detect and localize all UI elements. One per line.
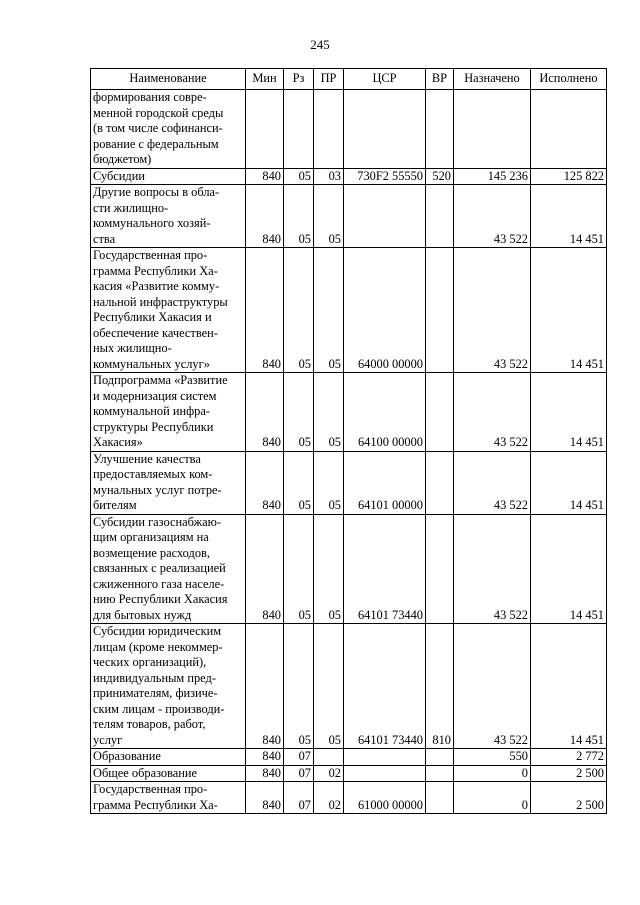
cell-name [91,514,246,624]
column-header-csr: ЦСР [344,69,426,90]
cell-csr [344,185,426,248]
cell-min [246,90,284,169]
cell-executed [531,90,607,169]
cell-min: 840 [246,514,284,624]
cell-assigned: 145 236 [454,168,531,185]
cell-name-line: рование с федеральным [93,136,219,151]
cell-csr [344,749,426,766]
cell-name-line: Другие вопросы в обла- [93,185,220,199]
cell-name-line: и модернизация систем [93,388,217,403]
cell-name-line: лицам (кроме некоммер- [93,639,223,654]
cell-name-line: телям товаров, работ, [93,717,206,731]
table-row [91,624,607,749]
cell-name [91,185,246,248]
cell-assigned [454,90,531,169]
cell-vr [426,373,454,452]
cell-name-line: бителям [93,498,137,512]
cell-executed: 14 451 [531,624,607,749]
cell-pr: 05 [314,624,344,749]
cell-name-line: связанных с реализацией [93,561,226,575]
cell-pr [314,749,344,766]
cell-name-line: коммунального хозяй- [93,216,211,230]
column-header-vr: ВР [426,69,454,90]
cell-rz [284,90,314,169]
cell-executed: 14 451 [531,514,607,624]
cell-name [91,624,246,749]
cell-name-line: касия «Развитие комму- [93,279,220,293]
cell-name-line: Субсидии юридическим [93,624,222,638]
table-row [91,90,607,169]
cell-pr: 05 [314,451,344,514]
cell-name-line: для бытовых нужд [93,607,192,622]
cell-name-line: щим организациям на [93,530,209,544]
cell-name-line: формирования совре- [93,90,207,104]
cell-csr: 64101 73440 [344,624,426,749]
cell-min: 840 [246,624,284,749]
cell-name-line: (в том числе софинанси- [93,121,223,135]
cell-name-line: ства [93,231,116,246]
cell-name [91,451,246,514]
cell-name-line: услуг [93,732,123,747]
cell-name [91,749,246,766]
cell-pr: 05 [314,514,344,624]
cell-name-line: Хакасия» [93,435,143,449]
cell-min: 840 [246,168,284,185]
cell-vr: 810 [426,624,454,749]
cell-assigned: 43 522 [454,451,531,514]
cell-rz: 05 [284,624,314,749]
cell-executed: 125 822 [531,168,607,185]
cell-assigned: 0 [454,782,531,814]
column-header-executed: Исполнено [531,69,607,90]
cell-pr: 05 [314,185,344,248]
cell-pr: 02 [314,765,344,782]
cell-min: 840 [246,765,284,782]
cell-rz: 05 [284,168,314,185]
cell-vr [426,90,454,169]
cell-assigned: 43 522 [454,373,531,452]
cell-assigned: 0 [454,765,531,782]
cell-vr [426,749,454,766]
cell-name-line: коммунальных услуг» [93,356,210,371]
cell-pr: 02 [314,782,344,814]
table-row [91,749,607,766]
cell-name-line: коммунальной инфра- [93,404,210,418]
cell-rz: 05 [284,373,314,452]
cell-rz: 05 [284,185,314,248]
column-header-assigned: Назначено [454,69,531,90]
cell-vr [426,782,454,814]
cell-csr: 64101 00000 [344,451,426,514]
cell-min: 840 [246,248,284,373]
cell-csr: 64100 00000 [344,373,426,452]
cell-rz: 07 [284,765,314,782]
cell-assigned: 43 522 [454,185,531,248]
table-row [91,248,607,373]
column-header-min: Мин [246,69,284,90]
cell-name-line: Подпрограмма «Развитие [93,373,228,387]
cell-name-line: структуры Республики [93,419,214,434]
cell-name-line: ским лицам - производи- [93,701,225,716]
cell-name-line: принимателям, физиче- [93,686,218,700]
cell-name-line: Образование [93,749,161,763]
table-row [91,782,607,814]
cell-executed: 14 451 [531,185,607,248]
cell-name-line: индивидуальным пред- [93,670,216,685]
cell-vr [426,765,454,782]
cell-name-line: бюджетом) [93,152,152,166]
cell-csr: 61000 00000 [344,782,426,814]
cell-csr: 64000 00000 [344,248,426,373]
cell-rz: 05 [284,248,314,373]
cell-pr: 05 [314,248,344,373]
cell-name-line: ных жилищно- [93,341,172,355]
cell-csr [344,765,426,782]
cell-vr: 520 [426,168,454,185]
cell-assigned: 43 522 [454,514,531,624]
cell-min: 840 [246,373,284,452]
cell-executed: 2 500 [531,782,607,814]
cell-assigned: 43 522 [454,248,531,373]
cell-name-line: грамма Республики Ха- [93,263,218,278]
cell-name-line: мунальных услуг потре- [93,482,222,497]
cell-name [91,782,246,814]
cell-executed: 14 451 [531,451,607,514]
cell-executed: 14 451 [531,248,607,373]
cell-name-line: возмещение расходов, [93,545,210,560]
column-header-pr: ПР [314,69,344,90]
cell-vr [426,185,454,248]
cell-vr [426,514,454,624]
cell-name-line: Государственная про- [93,248,208,262]
table-row [91,168,607,185]
table-row [91,373,607,452]
cell-name [91,168,246,185]
page-number: 245 [310,37,330,52]
cell-name [91,248,246,373]
table-row [91,185,607,248]
cell-csr: 64101 73440 [344,514,426,624]
cell-min: 840 [246,749,284,766]
cell-rz: 05 [284,514,314,624]
budget-table [90,68,607,814]
cell-name-line: Общее образование [93,765,198,780]
cell-name-line: Республики Хакасия и [93,310,212,324]
cell-assigned: 550 [454,749,531,766]
cell-name-line: нальной инфраструктуры [93,294,228,309]
table-row [91,765,607,782]
cell-min: 840 [246,451,284,514]
cell-pr [314,90,344,169]
cell-name-line: предоставляемых ком- [93,467,213,481]
column-header-rz: Рз [284,69,314,90]
cell-pr: 03 [314,168,344,185]
cell-min: 840 [246,782,284,814]
table-row [91,451,607,514]
cell-rz: 07 [284,749,314,766]
cell-name-line: нию Республики Хакасия [93,592,228,606]
cell-name-line: ческих организаций), [93,655,207,669]
cell-csr [344,90,426,169]
cell-name-line: грамма Республики Ха- [93,797,218,812]
table-header-row [91,69,607,90]
cell-rz: 05 [284,451,314,514]
cell-name [91,90,246,169]
cell-name-line: обеспечение качествен- [93,325,218,340]
cell-rz: 07 [284,782,314,814]
cell-pr: 05 [314,373,344,452]
cell-name-line: Субсидии [93,168,145,183]
cell-assigned: 43 522 [454,624,531,749]
cell-csr: 730F2 55550 [344,168,426,185]
cell-vr [426,248,454,373]
cell-min: 840 [246,185,284,248]
column-header-name: Наименование [91,69,246,90]
cell-name-line: сжиженного газа населе- [93,576,225,591]
cell-executed: 2 772 [531,749,607,766]
cell-executed: 2 500 [531,765,607,782]
cell-name-line: менной городской среды [93,105,224,120]
cell-executed: 14 451 [531,373,607,452]
cell-name-line: Улучшение качества [93,451,201,466]
table-row [91,514,607,624]
cell-name [91,373,246,452]
cell-vr [426,451,454,514]
cell-name-line: Субсидии газоснабжаю- [93,514,222,529]
cell-name-line: Государственная про- [93,782,208,796]
cell-name [91,765,246,782]
cell-name-line: сти жилищно- [93,200,169,215]
